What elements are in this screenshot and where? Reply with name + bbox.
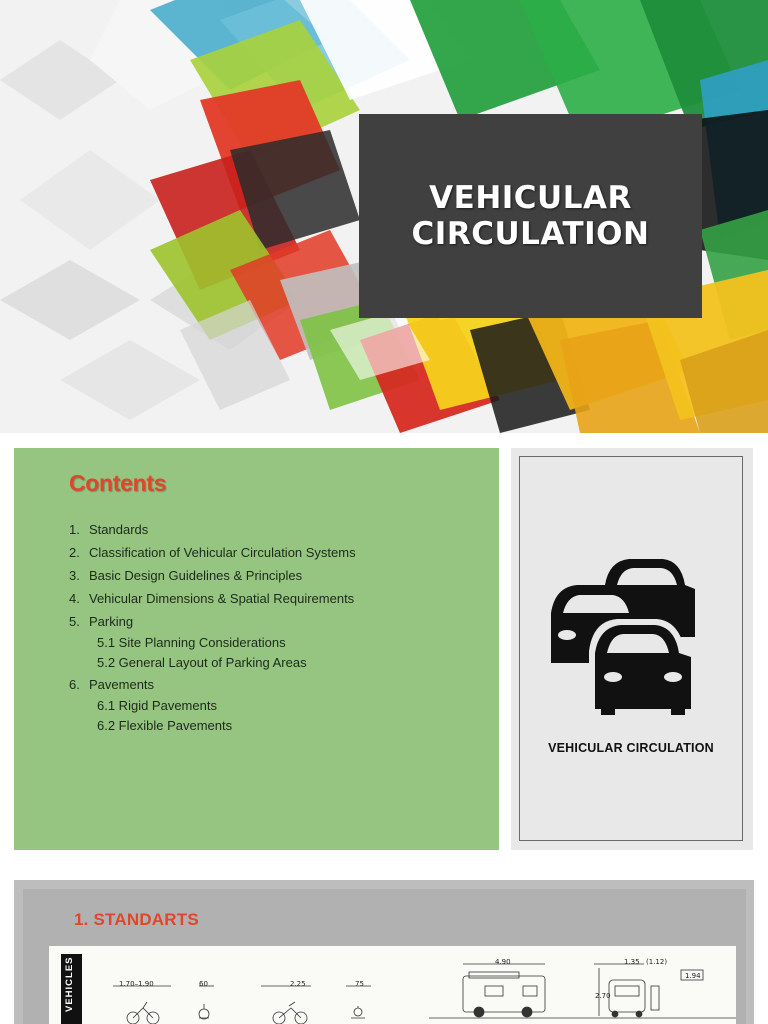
contents-panel [14, 448, 499, 850]
toc-item: 5. Parking [69, 614, 134, 629]
dimension-label: 1.70–1.90 [119, 980, 154, 988]
toc-item: 3. Basic Design Guidelines & Principles [69, 568, 303, 583]
cover-artwork [0, 0, 768, 433]
dimension-label: 4.90 [495, 958, 511, 966]
contents-heading: Contents [69, 470, 167, 496]
dimension-label: 75 [355, 980, 364, 988]
dimension-label: 1.35 [624, 958, 640, 966]
cars-icon [545, 555, 700, 715]
dimension-label: 60 [199, 980, 208, 988]
toc-item: 4. Vehicular Dimensions & Spatial Requirements [69, 591, 355, 606]
dimension-label: 2.25 [290, 980, 306, 988]
vehicle-dimensions-diagram [49, 946, 736, 1024]
toc-subitem: 5.1 Site Planning Considerations [97, 635, 286, 650]
toc-item: 6. Pavements [69, 677, 155, 692]
toc-item: 2. Classification of Vehicular Circulation Systems [69, 545, 356, 560]
card-label: VEHICULAR CIRCULATION [548, 741, 714, 755]
dimension-label: 2.70 [595, 992, 611, 1000]
toc-subitem: 5.2 General Layout of Parking Areas [97, 655, 307, 670]
dimension-label: 1.94 [685, 972, 701, 980]
toc-item: 1. Standards [69, 522, 149, 537]
section-title: 1. STANDARTS [74, 910, 199, 929]
vehicles-side-label: VEHICLES [64, 956, 75, 1012]
toc-subitem: 6.2 Flexible Pavements [97, 718, 233, 733]
vehicles-side-tab [61, 954, 82, 1024]
toc-subitem: 6.1 Rigid Pavements [97, 698, 217, 713]
cover-title-line1: VEHICULAR [429, 180, 632, 216]
dimension-label: (1.12) [646, 958, 668, 966]
contents-list [69, 518, 356, 736]
cover-title-line2: CIRCULATION [411, 216, 650, 252]
title-box [359, 114, 702, 318]
